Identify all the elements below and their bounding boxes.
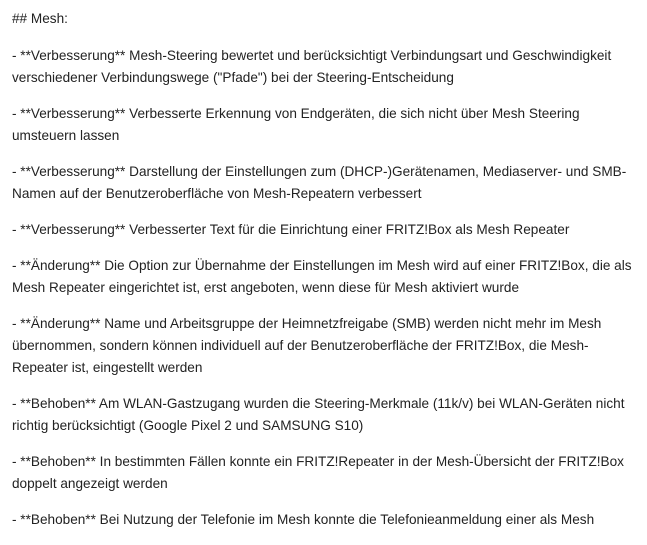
list-item: - **Verbesserung** Verbesserte Erkennung von Endgeräten, die sich nicht über Mesh Steering umsteuern lassen — [12, 106, 580, 143]
list-item: - **Behoben** Bei Nutzung der Telefonie im Mesh konnte die Telefonieanmeldung einer als Mesh — [12, 512, 595, 527]
document-body — [12, 8, 640, 545]
list-item: - **Verbesserung** Darstellung der Einstellungen zum (DHCP-)Gerätenamen, Mediaserver- und SMB-Namen auf der Benutzeroberfläche von Mesh-Repeatern verbessert — [12, 164, 627, 201]
list-item: - **Verbesserung** Mesh-Steering bewertet und berücksichtigt Verbindungsart und Geschwindigkeit verschiedener Verbindungswege ("Pfade") bei der Steering-Entscheidung — [12, 48, 612, 85]
list-item: - **Änderung** Die Option zur Übernahme der Einstellungen im Mesh wird auf einer FRITZ!Box, die als Mesh Repeater eingerichtet ist, erst angeboten, wenn diese für Mesh aktiviert wurde — [12, 258, 632, 295]
section-heading: ## Mesh: — [12, 11, 68, 26]
list-item: - **Behoben** In bestimmten Fällen konnte ein FRITZ!Repeater in der Mesh-Übersicht der FRITZ!Box doppelt angezeigt werden — [12, 454, 624, 491]
list-item: - **Behoben** Am WLAN-Gastzugang wurden die Steering-Merkmale (11k/v) bei WLAN-Geräten nicht richtig berücksichtigt (Google Pixel 2 und SAMSUNG S10) — [12, 396, 625, 433]
list-item: - **Änderung** Name und Arbeitsgruppe der Heimnetzfreigabe (SMB) werden nicht mehr im Mesh übernommen, sondern können individuell auf der Benutzeroberfläche der FRITZ!Box, die Mesh-Repeater ist, eingestellt werden — [12, 316, 602, 375]
list-item: - **Verbesserung** Verbesserter Text für die Einrichtung einer FRITZ!Box als Mesh Repeater — [12, 222, 570, 237]
